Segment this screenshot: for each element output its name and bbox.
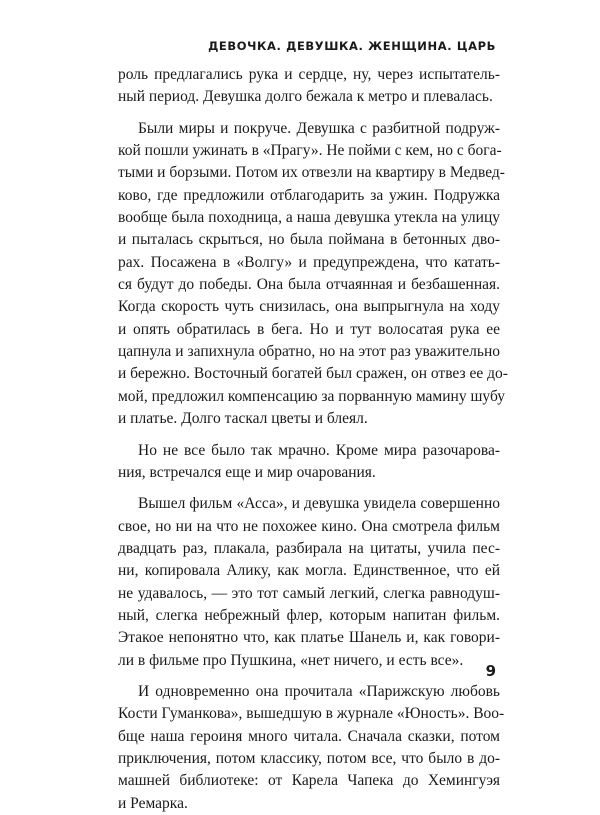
paragraph xyxy=(118,681,505,815)
text-line: Этакое непонятно что, как платье Шанель и, как говори- xyxy=(118,629,500,647)
text-line: цапнула и запихнула обратно, но на этот раз уважительно xyxy=(118,343,500,361)
text-line: ни, копировала Алику, как могла. Единственное, что ей xyxy=(118,562,500,580)
text-line: и Ремарка. xyxy=(118,794,188,812)
text-line: не удавалось, — это тот самый легкий, слегка равнодуш- xyxy=(118,584,500,602)
text-line: ли в фильме про Пушкина, «нет ничего, и есть все». xyxy=(118,651,464,669)
paragraph xyxy=(118,118,508,431)
text-line: рах. Посажена в «Волгу» и предупреждена, что катать- xyxy=(118,253,500,271)
text-line: и пыталась скрыться, но была поймана в бетонных дво- xyxy=(118,231,500,249)
text-line: ный период. Девушка долго бежала к метро и плевалась. xyxy=(118,88,493,106)
text-line: Были миры и покруче. Девушка с разбитной подруж- xyxy=(138,119,500,137)
body-text xyxy=(118,64,508,815)
text-line: Кости Гуманкова», вышедшую в журнале «Юность». Воо- xyxy=(118,705,505,723)
text-line: мой, предложил компенсацию за порванную мамину шубу xyxy=(118,387,505,405)
text-line: ково, где предложили отблагодарить за ужин. Подружка xyxy=(118,186,500,204)
text-line: роль предлагались рука и сердце, ну, через испытатель- xyxy=(118,66,500,83)
text-line: Но не все было так мрачно. Кроме мира разочарова- xyxy=(138,441,500,459)
text-line: Вышел фильм «Асса», и девушка увидела совершенно xyxy=(138,495,500,513)
text-line: машней библиотеке: от Карела Чапека до Хемингуэя xyxy=(118,772,500,790)
text-line: тыми и борзыми. Потом их отвезли на квартиру в Медвед- xyxy=(118,164,505,182)
text-line: и опять обратилась в бега. Но и тут волосатая рука ее xyxy=(118,320,500,338)
paragraph xyxy=(118,440,500,485)
text-line: и платье. Долго таскал цветы и блеял. xyxy=(118,410,368,428)
text-line: ный, слегка небрежный флер, которым напитан фильм. xyxy=(118,606,500,624)
page-number: 9 xyxy=(485,662,496,680)
text-line: ния, встречался еще и мир очарования. xyxy=(118,463,376,481)
running-head: ДЕВОЧКА. ДЕВУШКА. ЖЕНЩИНА. ЦАРЬ xyxy=(208,39,496,53)
paragraph xyxy=(118,493,500,672)
text-line: кой пошли ужинать в «Прагу». Не пойми с кем, но с бога- xyxy=(118,142,502,160)
text-line: ся будут до победы. Она была отчаянная и безбашенная. xyxy=(118,276,500,294)
text-line: свое, но ни на что не похожее кино. Она смотрела фильм xyxy=(118,517,500,535)
paragraph xyxy=(118,64,500,109)
text-line: бще наша героиня много читала. Сначала сказки, потом xyxy=(118,727,500,745)
text-line: и бережно. Восточный богатей был сражен, он отвез ее до- xyxy=(118,365,508,383)
text-line: двадцать раз, плакала, разбирала на цитаты, учила пес- xyxy=(118,539,500,557)
text-line: приключения, потом классику, потом все, что было в до- xyxy=(118,749,500,767)
text-line: И одновременно она прочитала «Парижскую любовь xyxy=(138,682,500,700)
text-line: вообще была походница, а наша девушка утекла на улицу xyxy=(118,209,500,227)
text-line: Когда скорость чуть снизилась, она выпрыгнула на ходу xyxy=(118,298,500,316)
